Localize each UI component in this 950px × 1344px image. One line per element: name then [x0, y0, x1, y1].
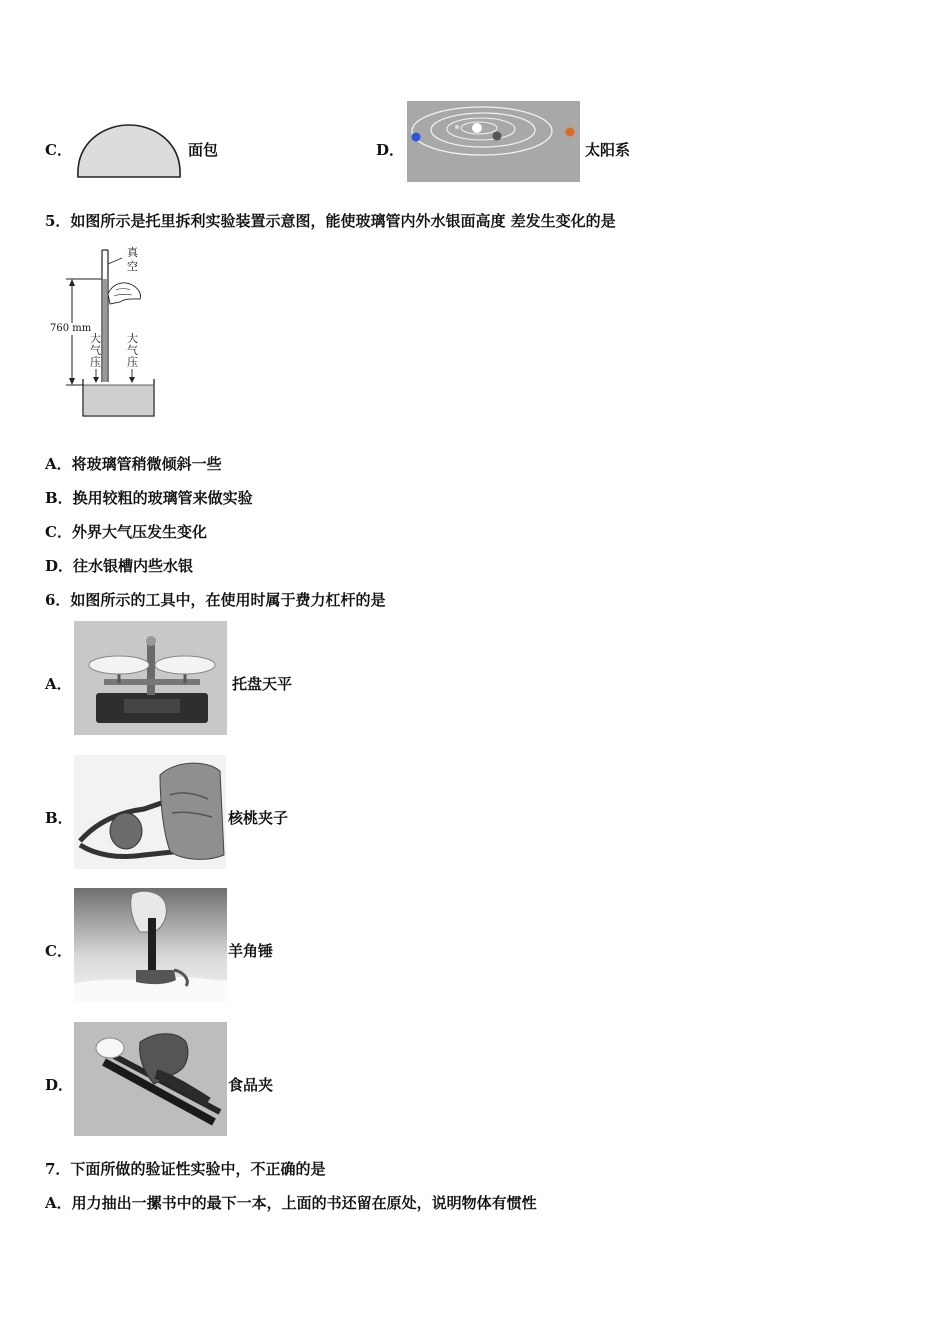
nutcracker-figure	[74, 755, 226, 869]
q5-option-c: C．外界大气压发生变化	[45, 523, 207, 541]
q5-option-d: D．往水银槽内些水银	[45, 557, 194, 575]
fig-label-atm-left-2: 气	[90, 344, 101, 357]
q6-option-d-letter: D．	[45, 1076, 74, 1094]
fig-label-atm-right-1: 大	[127, 332, 138, 345]
fig-label-height: 760 mm	[50, 323, 92, 334]
food-tongs-figure	[74, 1022, 227, 1136]
bread-figure	[74, 122, 184, 182]
torricelli-apparatus-figure	[50, 244, 160, 419]
q6-option-c-letter: C．	[45, 942, 72, 960]
solar-system-figure	[407, 101, 580, 182]
fig-label-vacuum-1: 真	[127, 246, 138, 259]
q5-option-b: B．换用较粗的玻璃管来做实验	[45, 489, 253, 507]
q5-question: 5．如图所示是托里拆利实验装置示意图，能使玻璃管内外水银面高度 差发生变化的是	[45, 212, 616, 230]
q6-option-b-letter: B．	[45, 809, 73, 827]
q6-option-c-label: 羊角锤	[228, 942, 274, 960]
claw-hammer-figure	[74, 888, 227, 1002]
q7-question: 7．下面所做的验证性实验中，不正确的是	[45, 1160, 326, 1178]
q7-option-a: A．用力抽出一摞书中的最下一本，上面的书还留在原处，说明物体有惯性	[45, 1194, 537, 1212]
fig-label-atm-left-3: 压	[90, 356, 101, 369]
fig-label-atm-right-3: 压	[127, 356, 138, 369]
q6-option-a-letter: A．	[45, 675, 72, 693]
balance-scale-figure	[74, 621, 227, 735]
q6-option-d-label: 食品夹	[228, 1076, 274, 1094]
q4-option-c-letter: C．	[45, 141, 72, 159]
fig-label-vacuum-2: 空	[127, 260, 138, 273]
fig-label-atm-left-1: 大	[90, 332, 101, 345]
fig-label-atm-right-2: 气	[127, 344, 138, 357]
q6-option-a-label: 托盘天平	[232, 675, 293, 693]
q4-option-d-letter: D．	[376, 141, 405, 159]
q6-option-b-label: 核桃夹子	[228, 809, 289, 827]
q6-question: 6．如图所示的工具中，在使用时属于费力杠杆的是	[45, 591, 386, 609]
q5-option-a: A．将玻璃管稍微倾斜一些	[45, 455, 222, 473]
q4-option-c-text: 面包	[188, 141, 219, 159]
q4-option-d-text: 太阳系	[585, 141, 631, 159]
